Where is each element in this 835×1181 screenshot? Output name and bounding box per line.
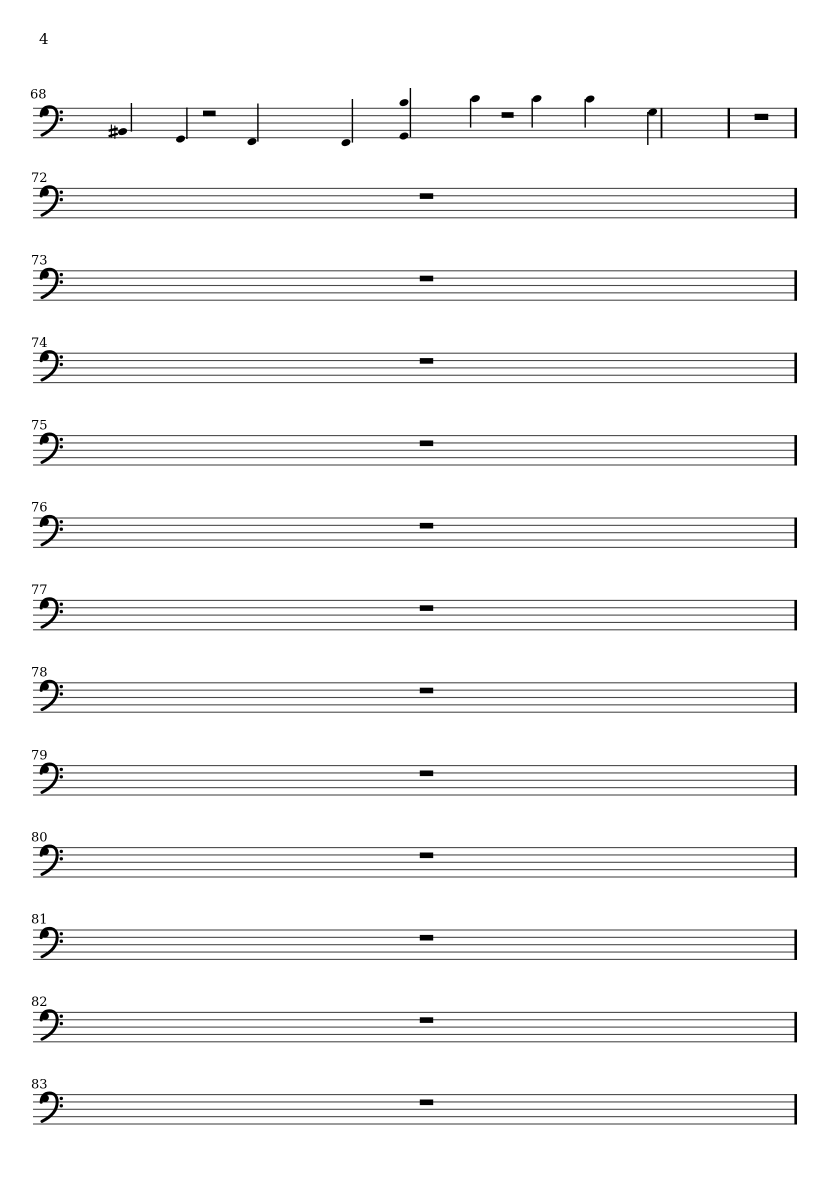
note-stem [585, 99, 586, 128]
bass-clef-dot-icon [60, 110, 63, 113]
staff-line [33, 1116, 797, 1117]
note-stem [410, 88, 411, 137]
note-head [584, 94, 595, 104]
staff-line [33, 600, 797, 601]
note-head [398, 131, 409, 141]
final-barline [794, 1012, 797, 1042]
staff-line [33, 525, 797, 526]
half-rest [203, 111, 216, 117]
staff-line [33, 1019, 797, 1020]
staff-line [33, 360, 797, 361]
bass-clef-dot-icon [60, 1097, 63, 1100]
bass-clef-dot-icon [60, 940, 63, 943]
staff-line [33, 1094, 797, 1095]
final-barline [794, 435, 797, 465]
final-barline [794, 353, 797, 383]
bass-clef-dot-icon [60, 280, 63, 283]
staff-line [33, 464, 797, 465]
staff-line [33, 547, 797, 548]
staff-line [33, 1034, 797, 1035]
bass-clef-dot-icon [60, 857, 63, 860]
note-head [398, 98, 409, 108]
sharp-accidental [109, 134, 118, 136]
note-head [175, 134, 186, 144]
bass-clef-dot-icon [60, 273, 63, 276]
page-number: 4 [39, 30, 49, 48]
note-head [340, 138, 351, 148]
note-stem [470, 99, 471, 128]
whole-rest [420, 441, 433, 447]
bass-clef-dot-icon [60, 191, 63, 194]
staff-line [33, 1101, 797, 1102]
bass-clef-dot-icon [60, 932, 63, 935]
bass-clef-dot-icon [60, 363, 63, 366]
staff-line [33, 137, 797, 138]
note-stem [532, 99, 533, 128]
final-barline [794, 188, 797, 218]
note-stem [352, 99, 353, 143]
bass-clef-dot-icon [60, 198, 63, 201]
final-barline [794, 108, 797, 138]
bass-clef-dot-icon [60, 768, 63, 771]
staff-line [33, 712, 797, 713]
staff-line [33, 869, 797, 870]
staff-line [33, 780, 797, 781]
measure-number: 81 [31, 912, 48, 928]
whole-rest [755, 114, 769, 120]
staff-line [33, 615, 797, 616]
bass-clef-dot-icon [60, 520, 63, 523]
staff-line [33, 682, 797, 683]
whole-rest [420, 853, 433, 859]
staff-line [33, 353, 797, 354]
staff-line [33, 862, 797, 863]
staff-line [33, 203, 797, 204]
measure-number: 77 [31, 583, 48, 599]
measure-number: 83 [31, 1077, 48, 1093]
measure-number: 68 [30, 87, 47, 103]
staff-line [33, 517, 797, 518]
staff-line [33, 540, 797, 541]
staff-line [33, 607, 797, 608]
note-head [470, 94, 481, 104]
staff-line [33, 629, 797, 630]
staff-line [33, 1041, 797, 1042]
whole-rest [420, 358, 433, 364]
measure-number: 73 [31, 253, 48, 269]
staff-line [33, 847, 797, 848]
whole-rest [420, 1100, 433, 1106]
note-head [117, 127, 128, 137]
staff-line [33, 270, 797, 271]
staff-line [33, 952, 797, 953]
staff-line [33, 944, 797, 945]
staff-line [33, 195, 797, 196]
staff-line [33, 787, 797, 788]
whole-rest [420, 935, 433, 941]
staff-line [33, 130, 797, 131]
staff-line [33, 929, 797, 930]
measure-number: 80 [31, 830, 48, 846]
bass-clef-dot-icon [60, 118, 63, 121]
whole-rest [420, 688, 433, 694]
bass-clef-dot-icon [60, 692, 63, 695]
staff-line [33, 937, 797, 938]
note-stem [186, 108, 187, 140]
staff-line [33, 217, 797, 218]
staff-line [33, 1109, 797, 1110]
final-barline [794, 518, 797, 548]
measure-number: 78 [31, 665, 48, 681]
whole-rest [420, 276, 433, 282]
bass-clef-dot-icon [60, 438, 63, 441]
staff-line [33, 115, 797, 116]
staff-line [33, 367, 797, 368]
final-barline [794, 847, 797, 877]
barline [661, 108, 663, 138]
bass-clef-dot-icon [60, 355, 63, 358]
bass-clef-dot-icon [60, 1022, 63, 1025]
staff-line [33, 300, 797, 301]
staff-line [33, 772, 797, 773]
staff-line [33, 382, 797, 383]
whole-rest [420, 605, 433, 611]
staff-line [33, 697, 797, 698]
bass-clef-dot-icon [60, 528, 63, 531]
staff-line [33, 704, 797, 705]
staff-line [33, 285, 797, 286]
note-head [246, 137, 257, 147]
staff-line [33, 622, 797, 623]
final-barline [794, 600, 797, 630]
final-barline [794, 270, 797, 300]
whole-rest [420, 523, 433, 529]
staff-line [33, 188, 797, 189]
staff-line [33, 1012, 797, 1013]
bass-clef-dot-icon [60, 850, 63, 853]
final-barline [794, 930, 797, 960]
barline [728, 108, 730, 138]
staff-line [33, 442, 797, 443]
measure-number: 82 [31, 995, 48, 1011]
whole-rest [420, 193, 433, 199]
whole-rest [420, 771, 433, 777]
staff-line [33, 122, 797, 123]
whole-rest [420, 1017, 433, 1023]
bass-clef-dot-icon [60, 603, 63, 606]
staff-line [33, 108, 797, 109]
note-stem [257, 104, 258, 142]
staff-line [33, 794, 797, 795]
measure-number: 75 [31, 418, 48, 434]
bass-clef-dot-icon [60, 1104, 63, 1107]
final-barline [794, 1094, 797, 1124]
bass-clef-dot-icon [60, 1015, 63, 1018]
bass-clef-dot-icon [60, 445, 63, 448]
note-stem [647, 112, 648, 145]
measure-number: 76 [31, 500, 48, 516]
staff-line [33, 532, 797, 533]
staff-line [33, 854, 797, 855]
bass-clef-dot-icon [60, 610, 63, 613]
measure-number: 79 [31, 748, 48, 764]
staff-line [33, 765, 797, 766]
final-barline [794, 682, 797, 712]
staff-line [33, 278, 797, 279]
staff-line [33, 959, 797, 960]
bass-clef-dot-icon [60, 775, 63, 778]
measure-number: 74 [31, 335, 48, 351]
note-head [531, 94, 542, 104]
staff-line [33, 210, 797, 211]
staff-line [33, 375, 797, 376]
staff-line [33, 1123, 797, 1124]
staff-line [33, 690, 797, 691]
sharp-accidental [114, 126, 115, 139]
measure-number: 72 [31, 171, 48, 187]
staff-line [33, 457, 797, 458]
bass-clef-dot-icon [60, 685, 63, 688]
final-barline [794, 765, 797, 795]
half-rest [502, 112, 514, 118]
staff-line [33, 435, 797, 436]
note-stem [131, 103, 132, 132]
staff-line [33, 876, 797, 877]
staff-line [33, 292, 797, 293]
staff-line [33, 1027, 797, 1028]
staff-line [33, 450, 797, 451]
